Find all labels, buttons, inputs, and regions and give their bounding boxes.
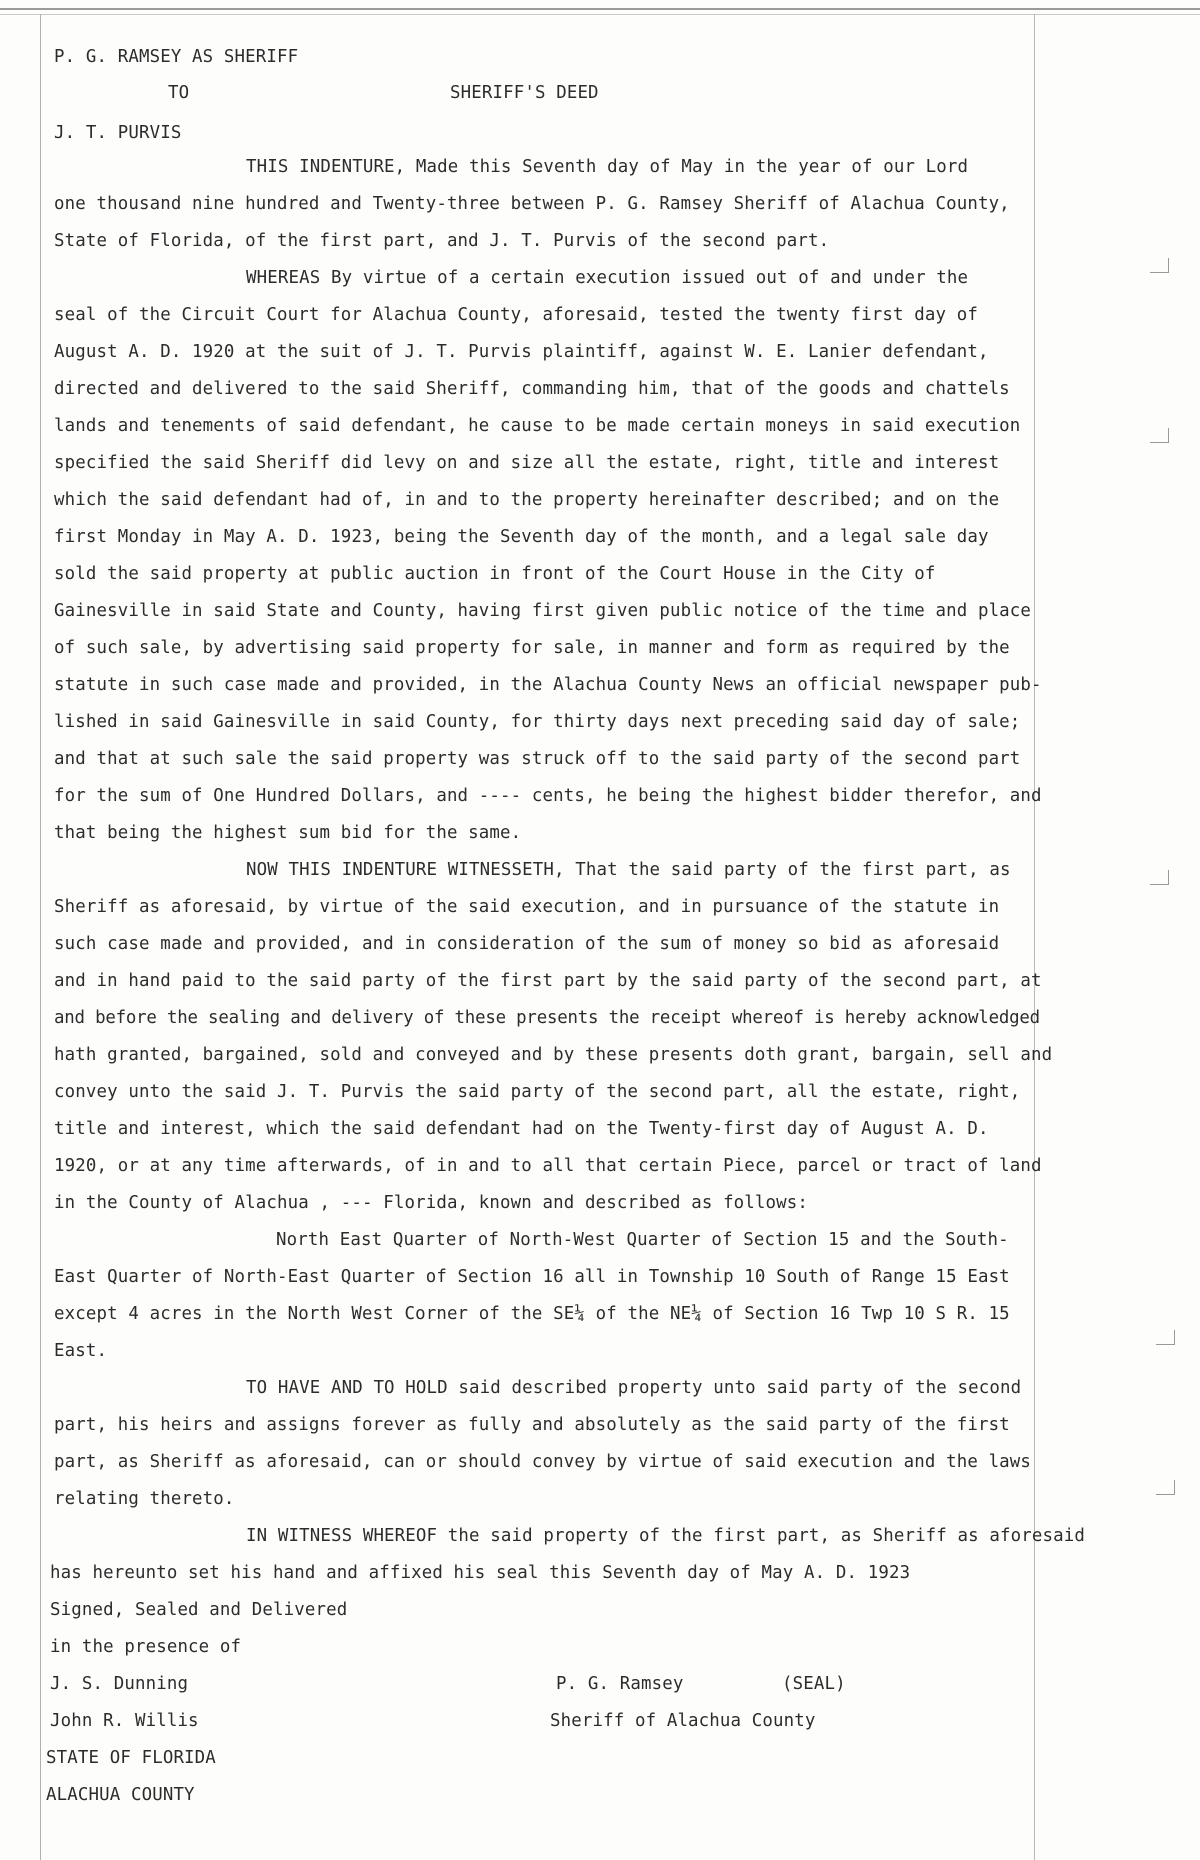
property-description-line: North East Quarter of North-West Quarter of Section 15 and the South- — [276, 1230, 1009, 1250]
witness-name: J. S. Dunning — [50, 1674, 189, 1694]
left-margin-line — [40, 14, 41, 1860]
body-line: THIS INDENTURE, Made this Seventh day of May in the year of our Lord — [246, 157, 969, 177]
signatory-name: P. G. Ramsey — [556, 1674, 684, 1694]
body-line: statute in such case made and provided, in the Alachua County News an official newspaper pub- — [54, 675, 1042, 695]
scan-mark — [1156, 1330, 1175, 1345]
body-line: part, his heirs and assigns forever as fully and absolutely as the said party of the first — [54, 1415, 1010, 1435]
body-line: State of Florida, of the first part, and J. T. Purvis of the second part. — [54, 231, 830, 251]
body-line: hath granted, bargained, sold and conveyed and by these presents doth grant, bargain, sell and — [54, 1045, 1053, 1065]
witness-name: John R. Willis — [50, 1711, 199, 1731]
body-line: of such sale, by advertising said property for sale, in manner and form as required by the — [54, 638, 1010, 658]
body-line: 1920, or at any time afterwards, of in and to all that certain Piece, parcel or tract of land — [54, 1156, 1042, 1176]
body-line: for the sum of One Hundred Dollars, and ---- cents, he being the highest bidder therefor, and — [54, 786, 1042, 806]
body-line: Sheriff as aforesaid, by virtue of the said execution, and in pursuance of the statute in — [54, 897, 1000, 917]
body-line: Gainesville in said State and County, having first given public notice of the time and place — [54, 601, 1032, 621]
to-label: TO — [168, 83, 190, 103]
body-line: and that at such sale the said property was struck off to the said party of the second part — [54, 749, 1021, 769]
body-line: August A. D. 1920 at the suit of J. T. Purvis plaintiff, against W. E. Lanier defendant, — [54, 342, 989, 362]
scan-mark — [1150, 870, 1169, 885]
body-line: IN WITNESS WHEREOF the said property of the first part, as Sheriff as aforesaid — [246, 1526, 1085, 1546]
body-line: and before the sealing and delivery of these presents the receipt whereof is hereby acknowledged — [54, 1008, 1040, 1028]
body-line: title and interest, which the said defendant had on the Twenty-first day of August A. D. — [54, 1119, 989, 1139]
grantee-line: J. T. PURVIS — [54, 123, 182, 143]
scan-mark — [1156, 1480, 1175, 1495]
body-line: which the said defendant had of, in and to the property hereinafter described; and on the — [54, 490, 1000, 510]
body-line: has hereunto set his hand and affixed his seal this Seventh day of May A. D. 1923 — [50, 1563, 911, 1583]
body-line: TO HAVE AND TO HOLD said described property unto said party of the second — [246, 1378, 1022, 1398]
top-border — [0, 8, 1200, 10]
body-line: sold the said property at public auction in front of the Court House in the City of — [54, 564, 936, 584]
body-line: lands and tenements of said defendant, he cause to be made certain moneys in said execution — [54, 416, 1021, 436]
property-description-line: East. — [54, 1341, 108, 1361]
grantor-line: P. G. RAMSEY AS SHERIFF — [54, 47, 299, 67]
body-line: and in hand paid to the said party of the first part by the said party of the second part, at — [54, 971, 1042, 991]
page-title: SHERIFF'S DEED — [450, 83, 599, 103]
body-line: lished in said Gainesville in said County, for thirty days next preceding said day of sale; — [54, 712, 1021, 732]
body-line: NOW THIS INDENTURE WITNESSETH, That the said party of the first part, as — [246, 860, 1011, 880]
signatory-title: Sheriff of Alachua County — [550, 1711, 816, 1731]
body-line: specified the said Sheriff did levy on and size all the estate, right, title and interest — [54, 453, 1000, 473]
body-line: convey unto the said J. T. Purvis the said party of the second part, all the estate, right, — [54, 1082, 1021, 1102]
scan-mark — [1150, 428, 1169, 443]
body-line: such case made and provided, and in consideration of the sum of money so bid as aforesaid — [54, 934, 1000, 954]
body-line: in the presence of — [50, 1637, 242, 1657]
property-description-line: except 4 acres in the North West Corner of the SE¼ of the NE¼ of Section 16 Twp 10 S R. 15 — [54, 1304, 1010, 1324]
scan-mark — [1150, 258, 1169, 273]
body-line: that being the highest sum bid for the same. — [54, 823, 522, 843]
body-line: WHEREAS By virtue of a certain execution issued out of and under the — [246, 268, 969, 288]
right-margin-line — [1034, 14, 1035, 1860]
body-line: relating thereto. — [54, 1489, 235, 1509]
body-line: in the County of Alachua , --- Florida, known and described as follows: — [54, 1193, 809, 1213]
seal-label: (SEAL) — [782, 1674, 846, 1694]
top-border-inner — [0, 14, 1200, 15]
body-line: seal of the Circuit Court for Alachua County, aforesaid, tested the twenty first day of — [54, 305, 978, 325]
body-line: part, as Sheriff as aforesaid, can or should convey by virtue of said execution and the laws — [54, 1452, 1032, 1472]
venue-county: ALACHUA COUNTY — [46, 1785, 195, 1805]
body-line: first Monday in May A. D. 1923, being the Seventh day of the month, and a legal sale day — [54, 527, 989, 547]
property-description-line: East Quarter of North-East Quarter of Section 16 all in Township 10 South of Range 15 East — [54, 1267, 1010, 1287]
body-line: Signed, Sealed and Delivered — [50, 1600, 348, 1620]
venue-state: STATE OF FLORIDA — [46, 1748, 216, 1768]
body-line: directed and delivered to the said Sheriff, commanding him, that of the goods and chattels — [54, 379, 1010, 399]
body-line: one thousand nine hundred and Twenty-three between P. G. Ramsey Sheriff of Alachua County, — [54, 194, 1010, 214]
